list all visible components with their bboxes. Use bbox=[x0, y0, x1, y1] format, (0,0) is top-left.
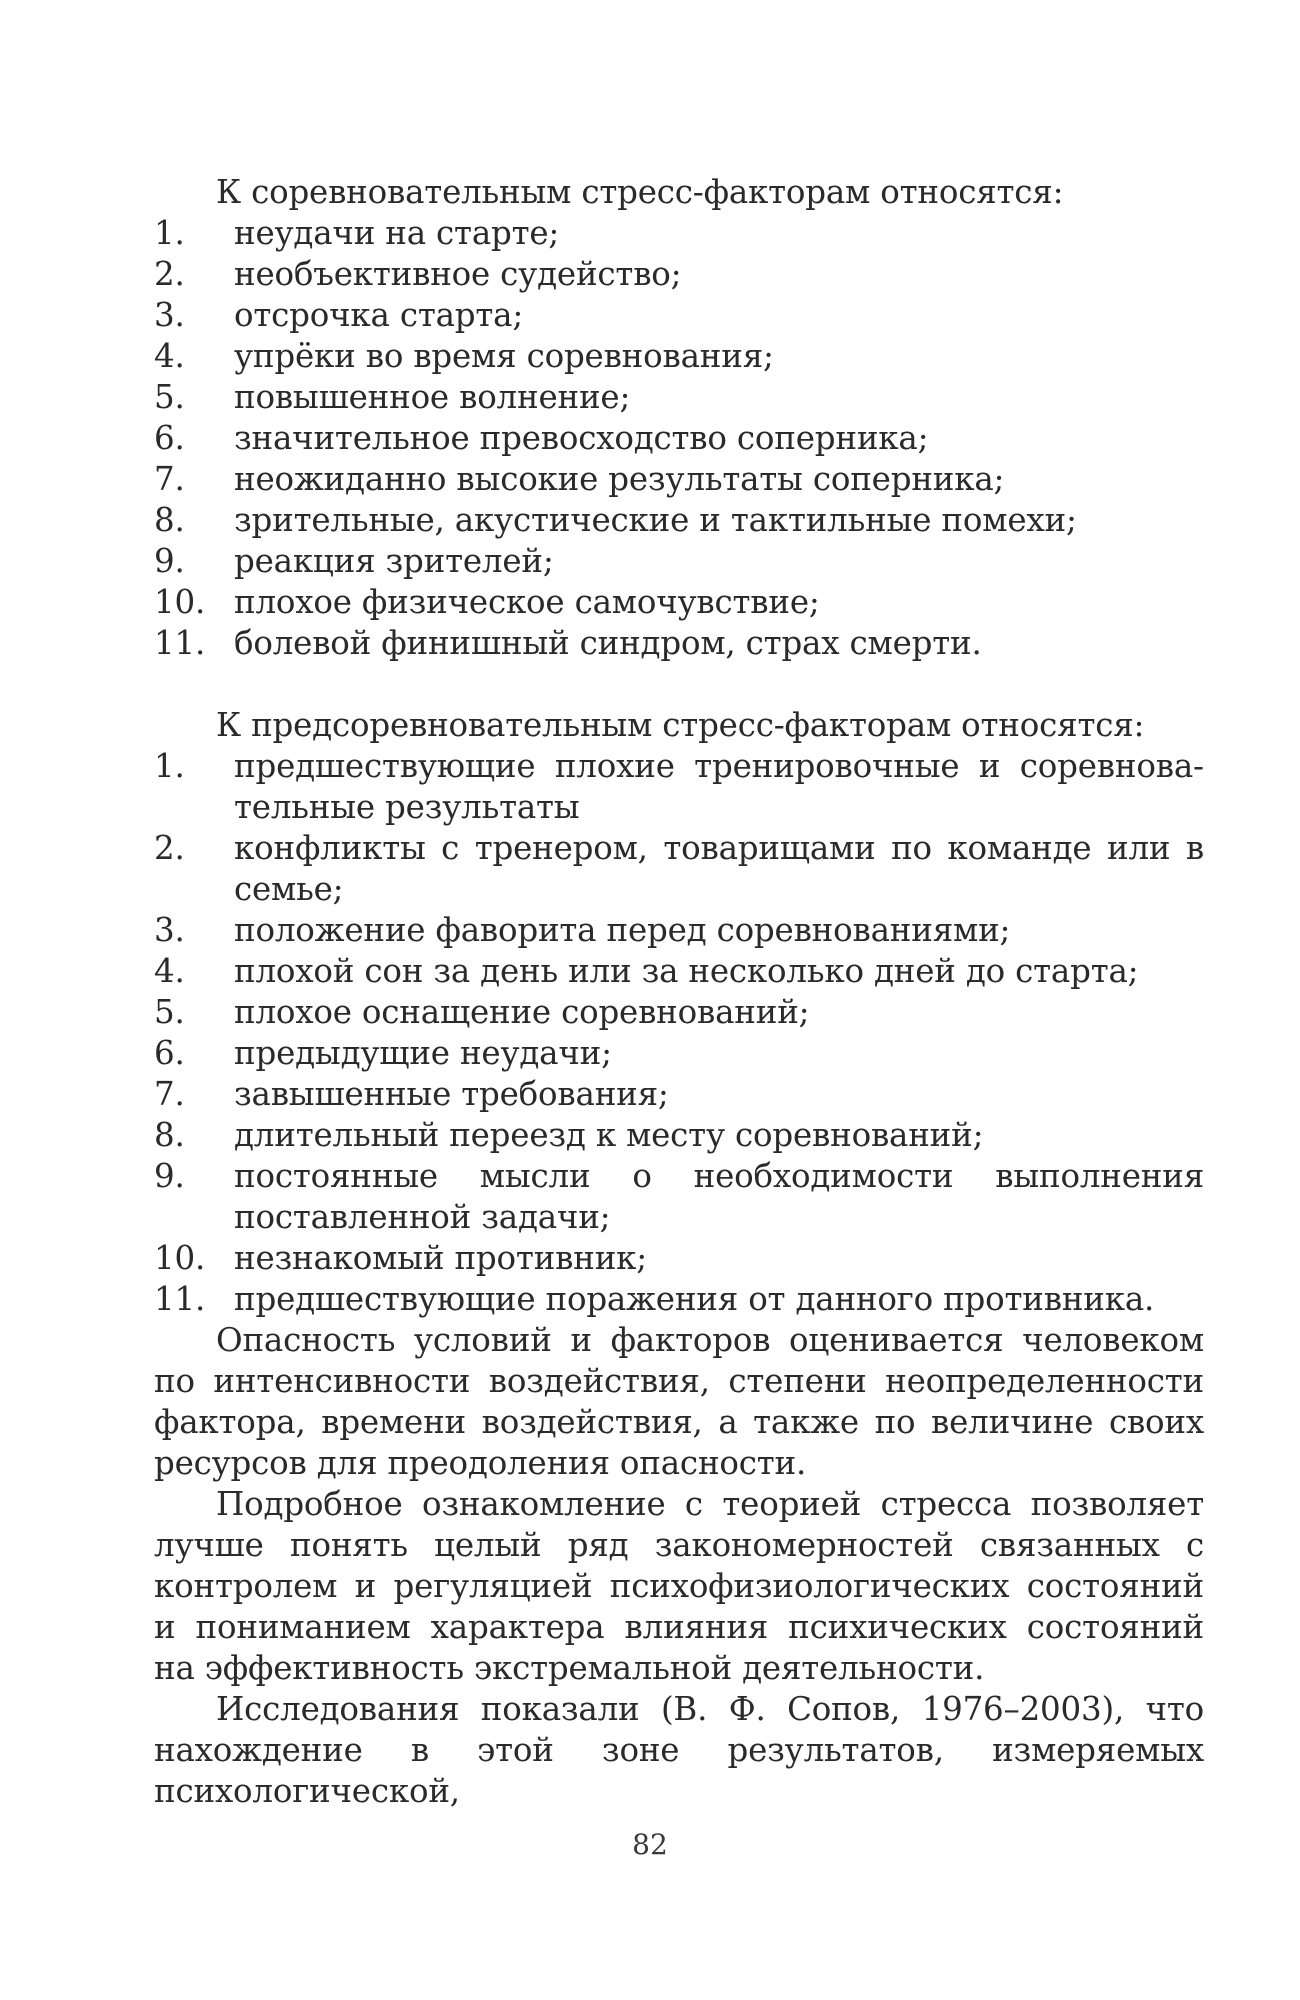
list-item bbox=[154, 459, 1204, 500]
list-item-text: неудачи на старте; bbox=[234, 214, 560, 252]
list-item bbox=[154, 746, 1204, 828]
list-item-number: 10. bbox=[154, 583, 206, 621]
list-item-text: значительное превосходство соперника; bbox=[234, 419, 929, 457]
list-item-number: 9. bbox=[154, 542, 185, 580]
list-item bbox=[154, 1156, 1204, 1238]
body-paragraph-danger-assessment: Опасность условий и факторов оценивается человеком по интенсивности воздействия, степени неопределенности фактора, времени воздействия, а также по величине своих ресурсов для преодоления опасности. bbox=[154, 1321, 1204, 1482]
list-item-text: неожиданно высокие результаты соперника; bbox=[234, 460, 1005, 498]
list-item-number: 5. bbox=[154, 993, 185, 1031]
competitive-factors-list bbox=[154, 213, 1204, 664]
list-item bbox=[154, 992, 1204, 1033]
list-item bbox=[154, 1033, 1204, 1074]
list-item bbox=[154, 951, 1204, 992]
list-item-text: предыдущие неудачи; bbox=[234, 1034, 612, 1072]
list-item-text: повышенное волнение; bbox=[234, 378, 631, 416]
list-item-number: 1. bbox=[154, 747, 185, 785]
list-item bbox=[154, 1115, 1204, 1156]
list-item bbox=[154, 336, 1204, 377]
list-item bbox=[154, 377, 1204, 418]
list-item bbox=[154, 213, 1204, 254]
list-item bbox=[154, 295, 1204, 336]
body-paragraph-stress-theory: Подробное ознакомление с теорией стресса позволяет лучше понять целый ряд закономерностей связанных с контролем и регуляцией психофизиологических состояний и пониманием характера влияния психических состояний на эффективность экстремальной деятельности. bbox=[154, 1485, 1204, 1687]
list-item-text: предшествующие поражения от данного противника. bbox=[234, 1280, 1155, 1318]
list-item bbox=[154, 910, 1204, 951]
list-item-text: длительный переезд к месту соревнований; bbox=[234, 1116, 984, 1154]
list-item bbox=[154, 1279, 1204, 1320]
list-item-text: конфликты с тренером, товарищами по команде или в семье; bbox=[234, 829, 1204, 908]
list-item bbox=[154, 582, 1204, 623]
list-item-number: 10. bbox=[154, 1239, 206, 1277]
list-item-number: 3. bbox=[154, 911, 185, 949]
list-item bbox=[154, 623, 1204, 664]
list-item-number: 7. bbox=[154, 1075, 185, 1113]
list-item-text: болевой финишный синдром, страх смерти. bbox=[234, 624, 982, 662]
list-item-text: постоянные мысли о необходимости выполнения поставленной задачи; bbox=[234, 1157, 1204, 1236]
list-item-text: незнакомый противник; bbox=[234, 1239, 648, 1277]
list-item-text: плохое оснащение соревнований; bbox=[234, 993, 810, 1031]
list-item-number: 11. bbox=[154, 624, 206, 662]
list-item-number: 2. bbox=[154, 829, 185, 867]
list-item bbox=[154, 1238, 1204, 1279]
list-item-number: 1. bbox=[154, 214, 185, 252]
list-item-text: отсрочка старта; bbox=[234, 296, 524, 334]
list-item-text: плохое физическое самочувствие; bbox=[234, 583, 820, 621]
list-item-number: 4. bbox=[154, 337, 185, 375]
list-item-text: завышенные требования; bbox=[234, 1075, 669, 1113]
list-item-text: упрёки во время соревнования; bbox=[234, 337, 774, 375]
list-item-text: положение фаворита перед соревнованиями; bbox=[234, 911, 1011, 949]
list-item-text: зрительные, акустические и тактильные помехи; bbox=[234, 501, 1077, 539]
list-item bbox=[154, 418, 1204, 459]
list-item bbox=[154, 254, 1204, 295]
section-spacer bbox=[154, 664, 1204, 705]
competitive-factors-intro: К соревновательным стресс-факторам относятся: bbox=[216, 173, 1064, 211]
page-number: 82 bbox=[632, 1828, 668, 1861]
page-content bbox=[154, 172, 1204, 1812]
list-item-number: 9. bbox=[154, 1157, 185, 1195]
list-item-number: 2. bbox=[154, 255, 185, 293]
list-item-text: предшествующие плохие тренировочные и соревновательные результаты bbox=[234, 747, 1204, 826]
body-paragraph-research: Исследования показали (В. Ф. Сопов, 1976–2003), что нахождение в этой зоне результатов, измеряемых психологической, bbox=[154, 1690, 1204, 1810]
precompetitive-factors-list bbox=[154, 746, 1204, 1320]
list-item-number: 8. bbox=[154, 1116, 185, 1154]
list-item bbox=[154, 500, 1204, 541]
list-item-text: необъективное судейство; bbox=[234, 255, 682, 293]
list-item-text: реакция зрителей; bbox=[234, 542, 554, 580]
list-item-number: 3. bbox=[154, 296, 185, 334]
precompetitive-factors-intro: К предсоревновательным стресс-факторам относятся: bbox=[216, 706, 1145, 744]
list-item-number: 6. bbox=[154, 419, 185, 457]
list-item bbox=[154, 541, 1204, 582]
list-item bbox=[154, 1074, 1204, 1115]
list-item-number: 11. bbox=[154, 1280, 206, 1318]
list-item-number: 4. bbox=[154, 952, 185, 990]
list-item-text: плохой сон за день или за несколько дней до старта; bbox=[234, 952, 1139, 990]
list-item-number: 7. bbox=[154, 460, 185, 498]
list-item-number: 6. bbox=[154, 1034, 185, 1072]
list-item bbox=[154, 828, 1204, 910]
list-item-number: 8. bbox=[154, 501, 185, 539]
list-item-number: 5. bbox=[154, 378, 185, 416]
